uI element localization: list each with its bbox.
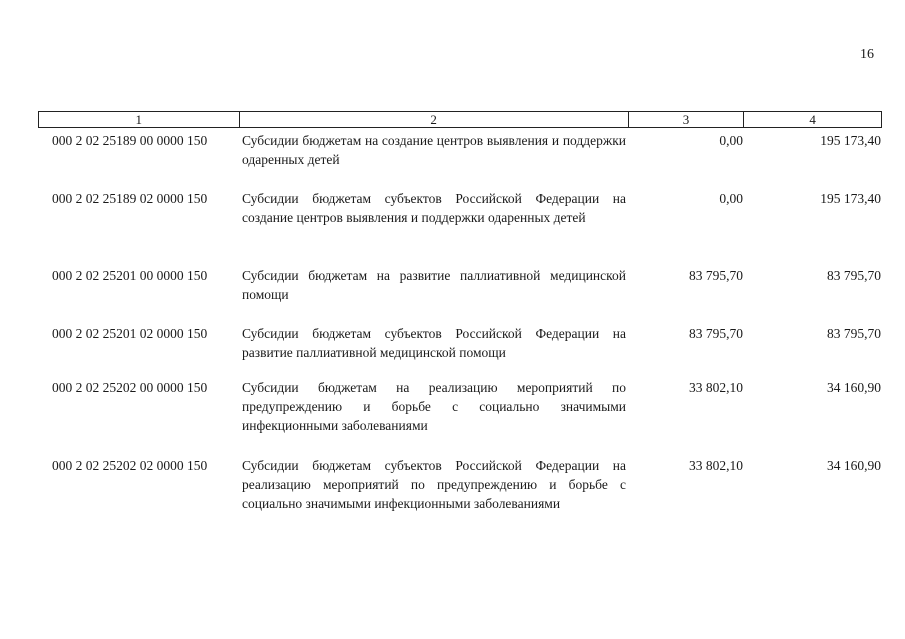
page-number: 16 bbox=[860, 47, 874, 62]
table-row bbox=[38, 131, 882, 169]
table-row bbox=[38, 266, 882, 304]
row-value-col4: 83 795,70 bbox=[827, 326, 881, 341]
row-description: Субсидии бюджетам субъектов Российской Федерации на создание центров выявления и поддержки одаренных детей bbox=[242, 191, 626, 225]
row-code: 000 2 02 25201 00 0000 150 bbox=[52, 268, 208, 283]
table-row bbox=[38, 378, 882, 435]
header-col-4: 4 bbox=[809, 112, 816, 127]
row-value-col4: 83 795,70 bbox=[827, 268, 881, 283]
table-row bbox=[38, 456, 882, 513]
row-value-col3: 83 795,70 bbox=[689, 326, 743, 341]
header-col-3: 3 bbox=[629, 112, 745, 127]
table-row bbox=[38, 189, 882, 227]
header-col-1: 1 bbox=[39, 112, 240, 127]
row-value-col3: 0,00 bbox=[719, 191, 743, 206]
row-value-col3: 0,00 bbox=[719, 133, 743, 148]
row-code: 000 2 02 25202 02 0000 150 bbox=[52, 458, 208, 473]
row-code: 000 2 02 25202 00 0000 150 bbox=[52, 380, 208, 395]
row-description: Субсидии бюджетам на реализацию мероприятий по предупреждению и борьбе с социально значимыми инфекционными заболеваниями bbox=[242, 380, 626, 433]
row-code: 000 2 02 25189 00 0000 150 bbox=[52, 133, 208, 148]
row-description: Субсидии бюджетам субъектов Российской Федерации на реализацию мероприятий по предупреждению и борьбе с социально значимыми инфекционными заболеваниями bbox=[242, 458, 626, 511]
row-value-col4: 34 160,90 bbox=[827, 380, 881, 395]
row-description: Субсидии бюджетам на создание центров выявления и поддержки одаренных детей bbox=[242, 133, 626, 167]
row-value-col4: 34 160,90 bbox=[827, 458, 881, 473]
row-value-col3: 83 795,70 bbox=[689, 268, 743, 283]
row-description: Субсидии бюджетам субъектов Российской Федерации на развитие паллиативной медицинской помощи bbox=[242, 326, 626, 360]
row-description: Субсидии бюджетам на развитие паллиативной медицинской помощи bbox=[242, 268, 626, 302]
row-code: 000 2 02 25189 02 0000 150 bbox=[52, 191, 208, 206]
row-value-col3: 33 802,10 bbox=[689, 380, 743, 395]
table-row bbox=[38, 324, 882, 362]
header-col-2: 2 bbox=[240, 112, 629, 127]
table-header bbox=[38, 111, 882, 128]
row-value-col4: 195 173,40 bbox=[820, 133, 881, 148]
row-code: 000 2 02 25201 02 0000 150 bbox=[52, 326, 208, 341]
row-value-col4: 195 173,40 bbox=[820, 191, 881, 206]
row-value-col3: 33 802,10 bbox=[689, 458, 743, 473]
